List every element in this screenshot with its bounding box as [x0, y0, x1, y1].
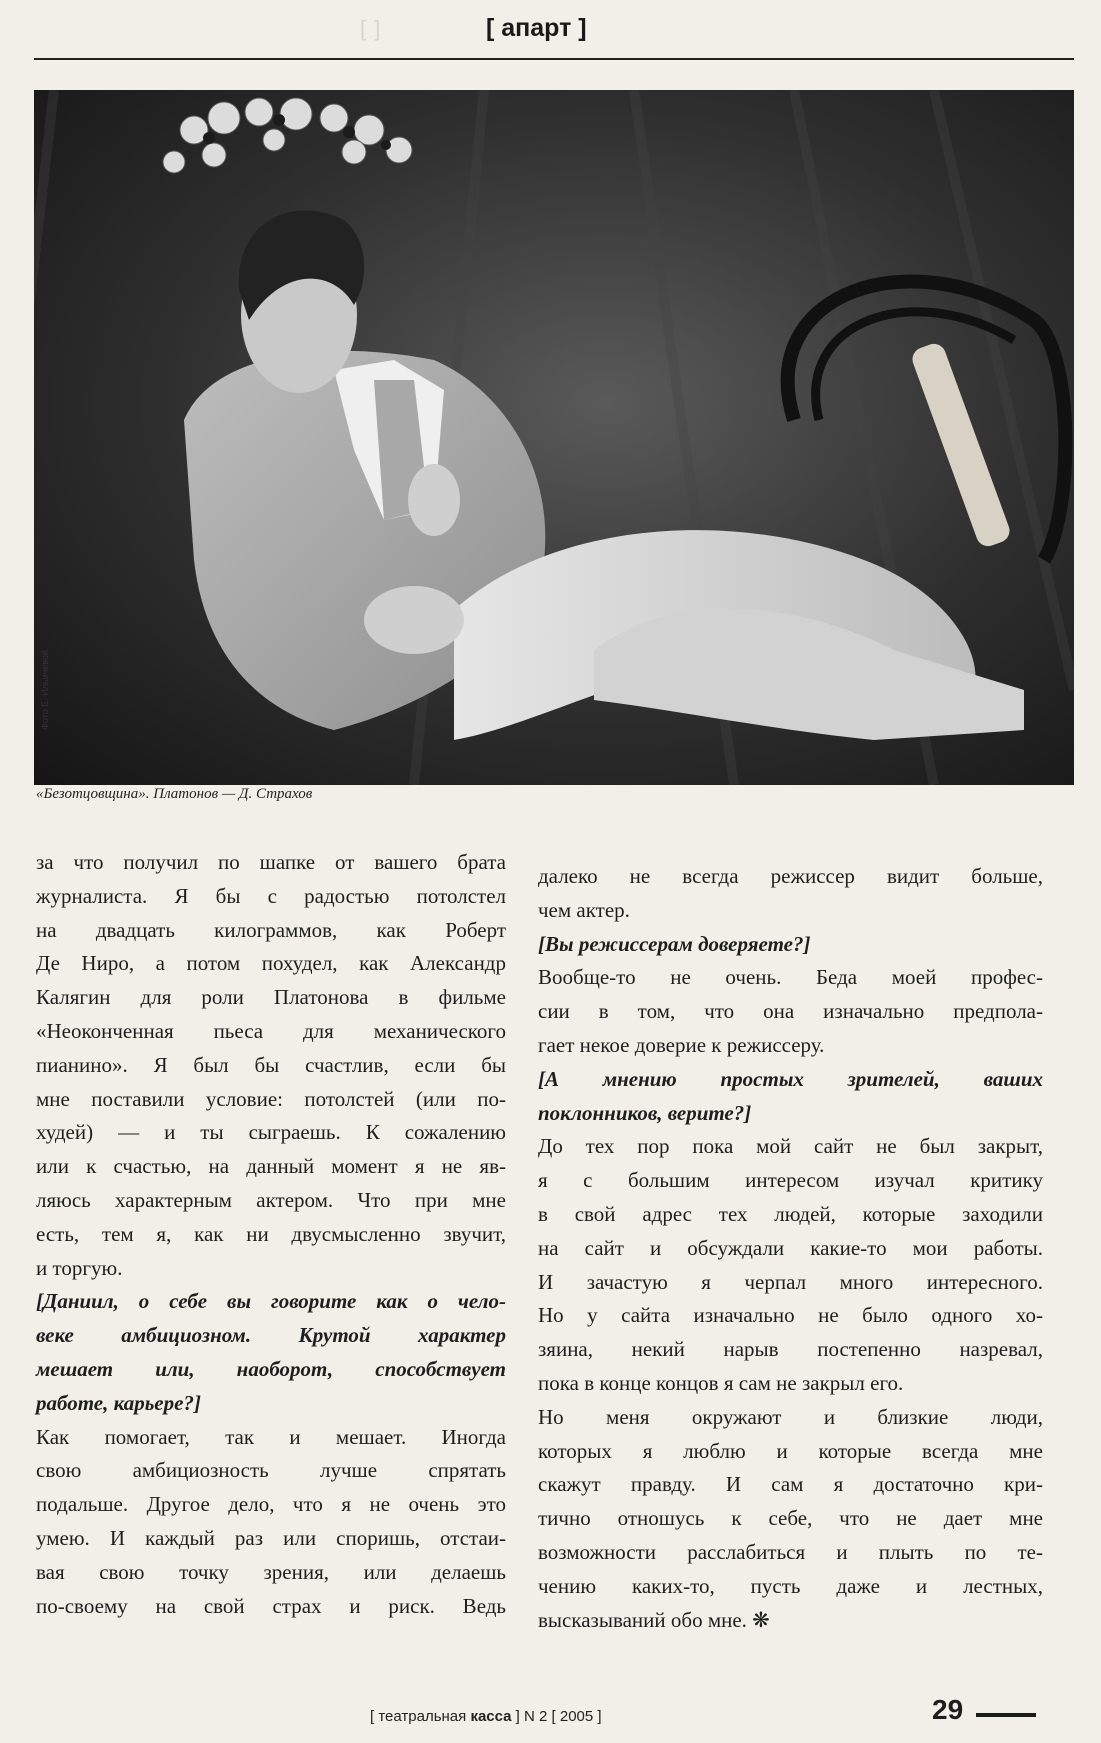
- bleed-through-text: [ ]: [360, 16, 382, 41]
- article-photo: [34, 90, 1074, 785]
- article-column-left: [36, 846, 506, 1623]
- article-text-line: в свой адрес тех людей, которые заходили: [538, 1201, 1043, 1226]
- article-text-line: зяина, некий нарыв постепенно назревал,: [538, 1337, 1043, 1362]
- interview-question-line: работе, карьере?]: [36, 1390, 201, 1415]
- article-text-line: Как помогает, так и мешает. Иногда: [36, 1424, 506, 1449]
- photo-illustration: [34, 90, 1074, 785]
- photo-credit: Фото Е. Ильичевой: [40, 649, 50, 730]
- article-text-line: вая свою точку зрения, или делаешь: [36, 1559, 506, 1584]
- article-text-line: за что получил по шапке от вашего брата: [36, 850, 506, 874]
- article-text-line: худей) — и ты сыграешь. К сожалению: [36, 1120, 506, 1145]
- article-text-line: гает некое доверие к режиссеру.: [538, 1032, 825, 1057]
- article-text-line: я с большим интересом изучал критику: [538, 1168, 1043, 1193]
- article-text-line: Вообще-то не очень. Беда моей профес-: [538, 965, 1043, 990]
- article-text-line: возможности расслабиться и плыть по те-: [538, 1539, 1043, 1564]
- article-text-line: Но меня окружают и близкие люди,: [538, 1404, 1043, 1429]
- interview-question-line: [А мнению простых зрителей, ваших: [538, 1066, 1043, 1091]
- interview-question-line: [Вы режиссерам доверяете?]: [538, 931, 811, 956]
- article-text-line: скажут правду. И сам я достаточно кри-: [538, 1472, 1043, 1497]
- article-text-line: по-своему на свой страх и риск. Ведь: [36, 1593, 506, 1618]
- article-text-line: пока в конце концов я сам не закрыл его.: [538, 1370, 904, 1395]
- article-text-line: чем актер.: [538, 897, 630, 922]
- article-text-line: чению каких-то, пусть даже и лестных,: [538, 1573, 1043, 1598]
- interview-question-line: веке амбициозном. Крутой характер: [36, 1323, 506, 1348]
- article-text-line: тично отношусь к себе, что не дает мне: [538, 1506, 1043, 1531]
- photo-caption: «Безотцовщина». Платонов — Д. Страхов: [36, 786, 313, 802]
- article-column-right: [538, 860, 1043, 1637]
- article-text-line: Де Ниро, а потом похудел, как Александр: [36, 951, 506, 976]
- section-label: [ апарт ]: [486, 14, 587, 42]
- article-text-line: высказываний обо мне. ❋: [538, 1607, 770, 1632]
- page-number: 29: [932, 1694, 964, 1725]
- footer-issue: ] N 2 [ 2005 ]: [511, 1708, 602, 1725]
- article-text-line: журналиста. Я бы с радостью потолстел: [36, 883, 506, 908]
- article-text-line: ляюсь характерным актером. Что при мне: [36, 1187, 506, 1212]
- article-text-line: подальше. Другое дело, что я не очень это: [36, 1492, 506, 1517]
- article-text-line: умею. И каждый раз или споришь, отстаи-: [36, 1525, 506, 1550]
- page-number-bar: [976, 1713, 1036, 1717]
- article-text-line: на двадцать килограммов, как Роберт: [36, 917, 506, 942]
- article-text-line: Но у сайта изначально не было одного хо-: [538, 1303, 1043, 1328]
- footer-magazine-bold: касса: [470, 1708, 512, 1725]
- header-rule: [34, 58, 1074, 60]
- article-text-line: на сайт и обсуждали какие-то мои работы.: [538, 1235, 1043, 1260]
- article-text-line: которых я люблю и которые всегда мне: [538, 1438, 1043, 1463]
- article-text-line: мне поставили условие: потолстей (или по-: [36, 1086, 506, 1111]
- article-text-line: далеко не всегда режиссер видит больше,: [538, 864, 1043, 888]
- article-text-line: «Неоконченная пьеса для механического: [36, 1018, 506, 1043]
- article-text-line: и торгую.: [36, 1255, 123, 1280]
- article-text-line: пианино». Я был бы счастлив, если бы: [36, 1052, 506, 1077]
- article-text-line: или к счастью, на данный момент я не яв-: [36, 1154, 506, 1179]
- footer-bracket-open: [ театральная: [370, 1708, 471, 1725]
- article-text-line: свою амбициозность лучше спрятать: [36, 1458, 506, 1483]
- footer-magazine-info: [370, 1708, 602, 1725]
- interview-question-line: мешает или, наоборот, способствует: [36, 1356, 506, 1381]
- article-text-line: Калягин для роли Платонова в фильме: [36, 985, 506, 1010]
- interview-question-line: [Даниил, о себе вы говорите как о чело-: [36, 1289, 506, 1314]
- interview-question-line: поклонников, верите?]: [538, 1100, 752, 1125]
- article-text-line: есть, тем я, как ни двусмысленно звучит,: [36, 1221, 506, 1246]
- article-text-line: сии в том, что она изначально предпола-: [538, 999, 1043, 1024]
- article-text-line: До тех пор пока мой сайт не был закрыт,: [538, 1134, 1043, 1159]
- article-text-line: И зачастую я черпал много интересного.: [538, 1269, 1043, 1294]
